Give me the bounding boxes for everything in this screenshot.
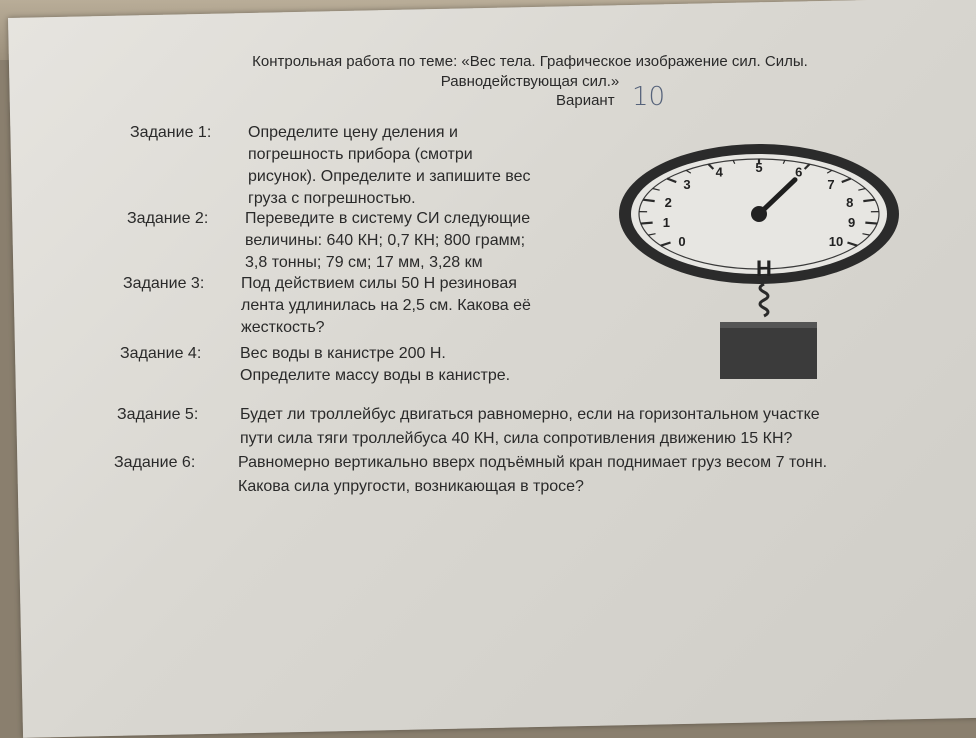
- task-line: Вес воды в канистре 200 Н.: [240, 343, 446, 365]
- task-label: Задание 3:: [123, 273, 204, 295]
- gauge-scale-label: 2: [665, 195, 672, 210]
- task-line: Переведите в систему СИ следующие: [245, 208, 530, 230]
- gauge-scale-label: 1: [663, 215, 670, 230]
- task-label: Задание 4:: [120, 343, 201, 365]
- gauge-pivot: [751, 206, 767, 222]
- task-line: груза с погрешностью.: [248, 188, 416, 210]
- task-line: Какова сила упругости, возникающая в тросе?: [238, 476, 584, 498]
- title-line-1: Контрольная работа по теме: «Вес тела. Графическое изображение сил. Силы.: [170, 52, 890, 72]
- task-line: пути сила тяги троллейбуса 40 КН, сила сопротивления движению 15 КН?: [240, 428, 792, 450]
- task-label: Задание 1:: [130, 122, 211, 144]
- task-line: жесткость?: [241, 317, 325, 339]
- task-line: Определите цену деления и: [248, 122, 458, 144]
- gauge-unit: Н: [756, 256, 772, 281]
- gauge-scale-label: 5: [755, 160, 762, 175]
- task-line: Под действием силы 50 Н резиновая: [241, 273, 517, 295]
- title-line-2: Равнодействующая сил.»: [170, 72, 890, 92]
- task-label: Задание 2:: [127, 208, 208, 230]
- gauge-major-tick: [863, 200, 875, 201]
- gauge-scale-label: 9: [848, 215, 855, 230]
- gauge-major-tick: [865, 223, 877, 224]
- gauge-scale-label: 0: [678, 234, 685, 249]
- dynamometer-figure: [616, 142, 906, 392]
- task-label: Задание 6:: [114, 452, 195, 474]
- task-line: рисунок). Определите и запишите вес: [248, 166, 531, 188]
- task-line: Будет ли троллейбус двигаться равномерно, если на горизонтальном участке: [240, 404, 820, 426]
- task-line: Определите массу воды в канистре.: [240, 365, 510, 387]
- gauge-scale-label: 7: [827, 177, 834, 192]
- task-line: величины: 640 КН; 0,7 КН; 800 грамм;: [245, 230, 525, 252]
- gauge-scale-label: 8: [846, 195, 853, 210]
- gauge-scale-label: 4: [716, 164, 724, 179]
- task-label: Задание 5:: [117, 404, 198, 426]
- gauge-major-tick: [641, 223, 653, 224]
- worksheet-title: [170, 52, 890, 92]
- gauge-hook: [760, 284, 768, 316]
- gauge-major-tick: [643, 200, 655, 201]
- task-line: погрешность прибора (смотри: [248, 144, 473, 166]
- gauge-scale-label: 3: [683, 177, 690, 192]
- gauge-scale-label: 10: [829, 234, 843, 249]
- weight-block-top: [720, 322, 817, 328]
- variant-number-handwritten: 10: [632, 82, 665, 112]
- task-line: Равномерно вертикально вверх подъёмный кран поднимает груз весом 7 тонн.: [238, 452, 827, 474]
- gauge-scale-label: 6: [795, 164, 802, 179]
- variant-label: Вариант: [556, 92, 615, 109]
- weight-block: [720, 322, 817, 379]
- task-line: лента удлинилась на 2,5 см. Какова её: [241, 295, 531, 317]
- task-line: 3,8 тонны; 79 см; 17 мм, 3,28 км: [245, 252, 483, 274]
